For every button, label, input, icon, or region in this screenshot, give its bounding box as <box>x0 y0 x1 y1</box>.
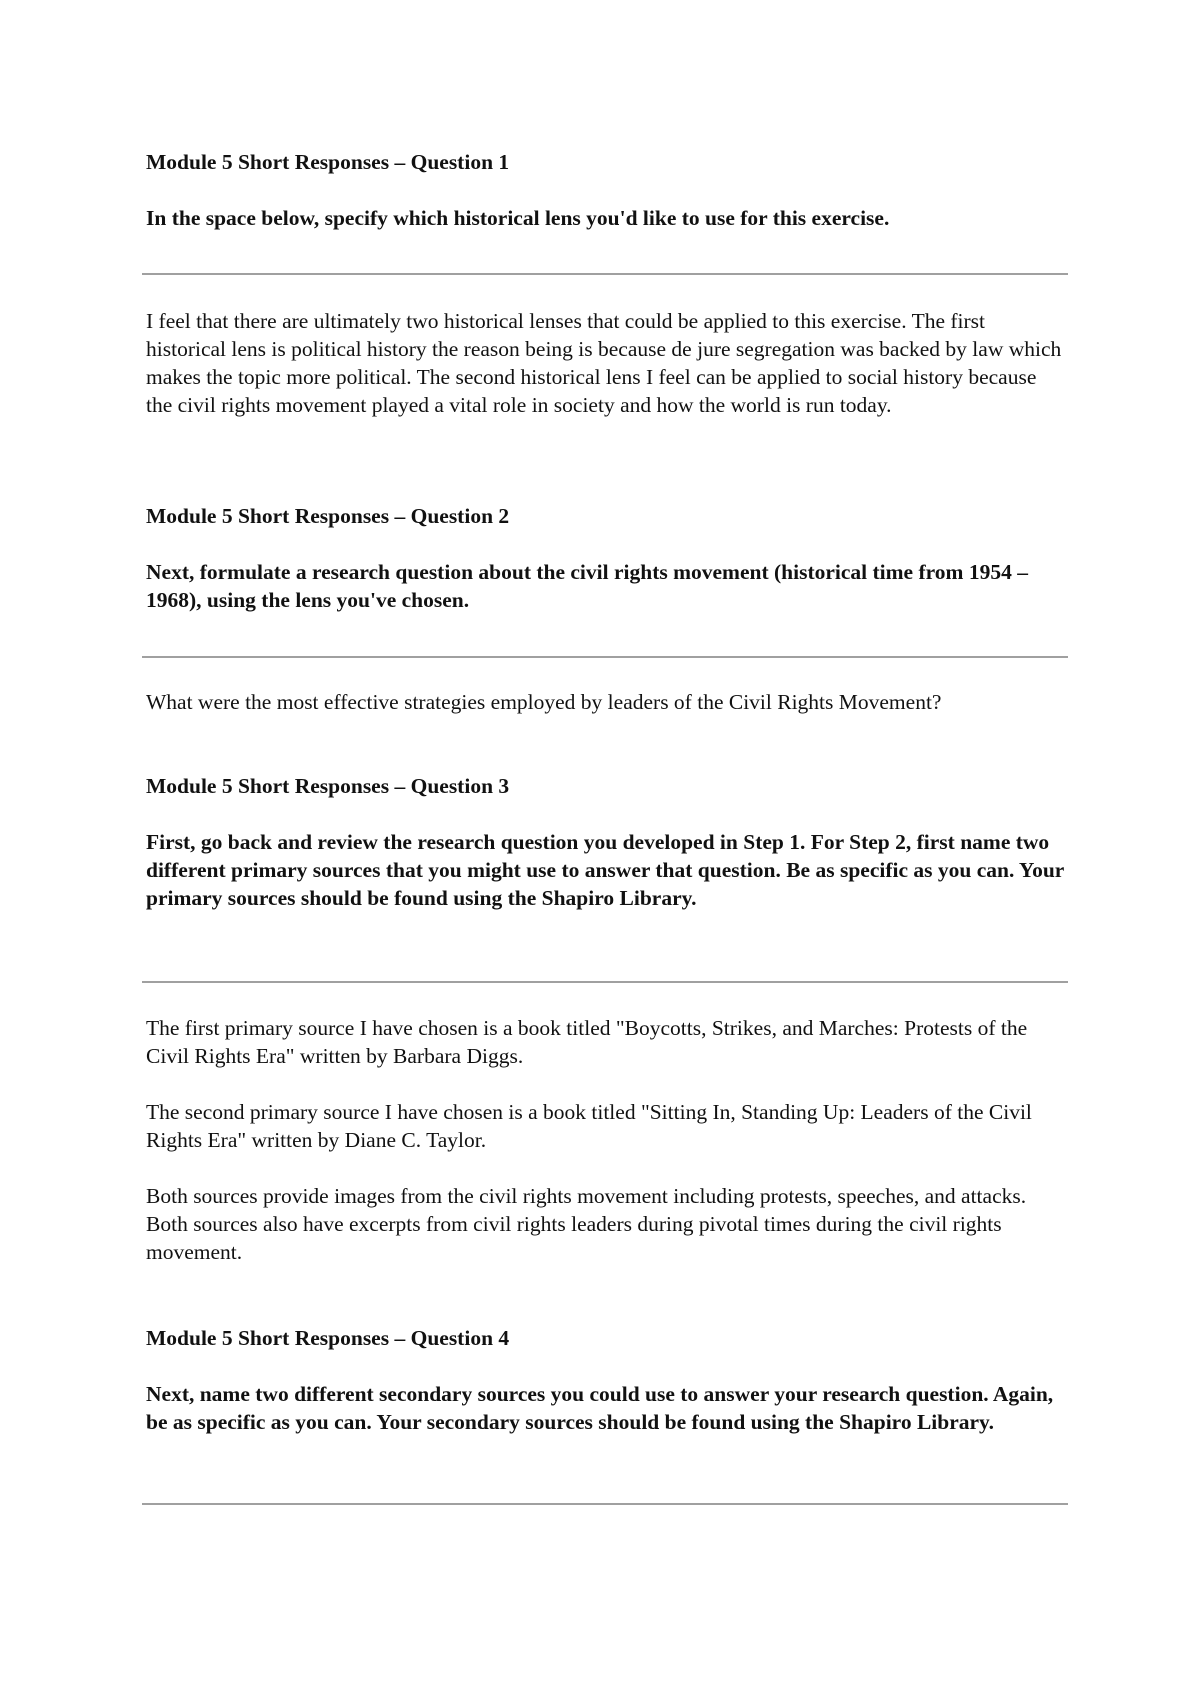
question-1-divider <box>142 273 1068 275</box>
question-3-divider <box>142 981 1068 983</box>
question-1-answer-1: I feel that there are ultimately two historical lenses that could be applied to this exercise. The first historical lens is political history the reason being is because de jure segregation was backed by law which makes the topic more political. The second historical lens I feel can be applied to social history because the civil rights movement played a vital role in society and how the world is run today. <box>146 309 1062 417</box>
question-2-divider <box>142 656 1068 658</box>
question-1-prompt: In the space below, specify which historical lens you'd like to use for this exercise. <box>146 206 890 230</box>
question-3-prompt: First, go back and review the research question you developed in Step 1. For Step 2, first name two different primary sources that you might use to answer that question. Be as specific as you can. Your primary sources should be found using the Shapiro Library. <box>146 830 1064 910</box>
question-3-heading: Module 5 Short Responses – Question 3 <box>146 774 510 798</box>
question-1-heading: Module 5 Short Responses – Question 1 <box>146 150 510 174</box>
question-4-heading: Module 5 Short Responses – Question 4 <box>146 1326 510 1350</box>
question-2-prompt: Next, formulate a research question about the civil rights movement (historical time from 1954 – 1968), using the lens you've chosen. <box>146 560 1028 612</box>
question-3-answer-2: The second primary source I have chosen is a book titled "Sitting In, Standing Up: Leaders of the Civil Rights Era" written by Diane C. Taylor. <box>146 1100 1032 1152</box>
question-3-answer-3: Both sources provide images from the civil rights movement including protests, speeches, and attacks. Both sources also have excerpts from civil rights leaders during pivotal times during the civil rights movement. <box>146 1184 1027 1264</box>
question-3-answer-1: The first primary source I have chosen is a book titled "Boycotts, Strikes, and Marches: Protests of the Civil Rights Era" written by Barbara Diggs. <box>146 1016 1028 1068</box>
question-4-prompt: Next, name two different secondary sources you could use to answer your research question. Again, be as specific as you can. Your secondary sources should be found using the Shapiro Library. <box>146 1382 1054 1434</box>
question-2-answer-1: What were the most effective strategies employed by leaders of the Civil Rights Movement? <box>146 690 942 714</box>
question-4-divider <box>142 1503 1068 1505</box>
question-2-heading: Module 5 Short Responses – Question 2 <box>146 504 510 528</box>
